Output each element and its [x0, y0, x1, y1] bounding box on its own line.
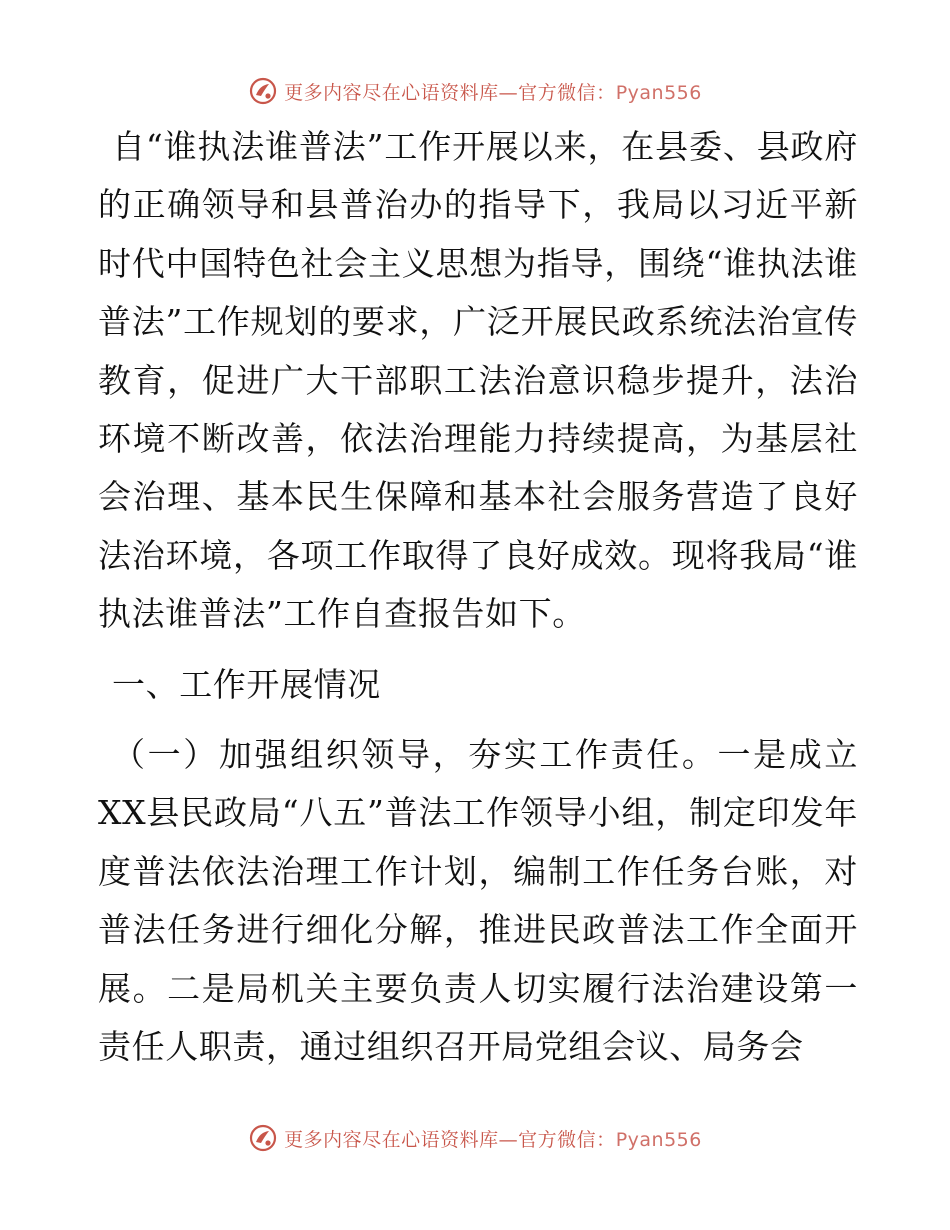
footer-watermark	[0, 1118, 950, 1158]
watermark-text: 更多内容尽在心语资料库—官方微信：Pyan556	[284, 81, 702, 104]
header-watermark	[0, 71, 950, 111]
brand-logo-icon	[248, 1123, 278, 1153]
document-body	[98, 118, 858, 1077]
intro-paragraph: 自“谁执法谁普法”工作开展以来，在县委、县政府的正确领导和县普治办的指导下，我局以习近平新时代中国特色社会主义思想为指导，围绕“谁执法谁普法”工作规划的要求，广泛开展民政系统法治宣传教育，促进广大干部职工法治意识稳步提升，法治环境不断改善，依法治理能力持续提高，为基层社会治理、基本民生保障和基本社会服务营造了良好法治环境，各项工作取得了良好成效。现将我局“谁执法谁普法”工作自查报告如下。	[98, 127, 858, 634]
section-paragraph: （一）加强组织领导，夯实工作责任。一是成立XX县民政局“八五”普法工作领导小组，制定印发年度普法依法治理工作计划，编制工作任务台账，对普法任务进行细化分解，推进民政普法工作全面开展。二是局机关主要负责人切实履行法治建设第一责任人职责，通过组织召开局党组会议、局务会	[98, 735, 858, 1067]
watermark-text: 更多内容尽在心语资料库—官方微信：Pyan556	[284, 1128, 702, 1151]
brand-logo-icon	[248, 76, 278, 106]
section-heading: 一、工作开展情况	[112, 664, 381, 704]
